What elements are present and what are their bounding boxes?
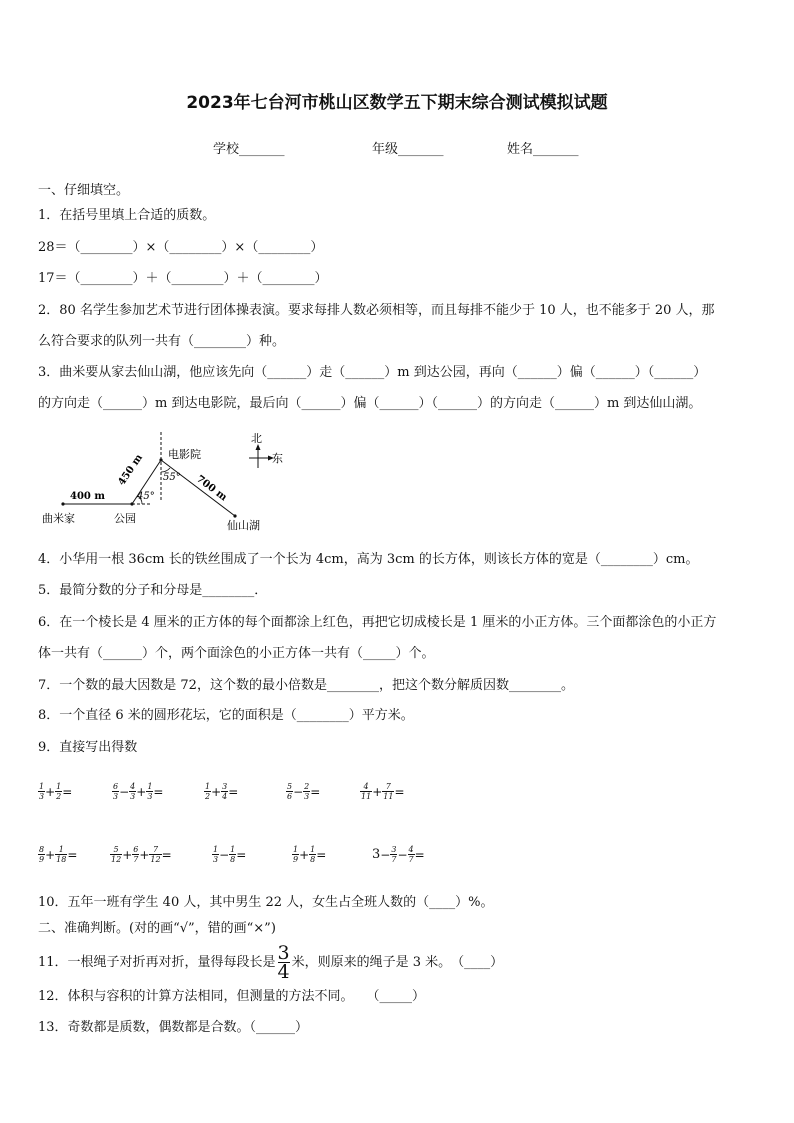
- path-cinema-to-lake: [161, 460, 235, 516]
- question-3-line-1: 3．曲米要从家去仙山湖，他应该先向（______）走（______）m 到达公园，再向（______）偏（______）（______）: [38, 365, 707, 380]
- cinema-point: [159, 458, 162, 461]
- home-label: 曲米家: [42, 512, 75, 525]
- distance-400-label: 400 m: [70, 491, 105, 502]
- question-8: 8．一个直径 6 米的圆形花坛，它的面积是（________）平方米。: [38, 708, 414, 723]
- question-7: 7．一个数的最大因数是 72，这个数的最小倍数是________，把这个数分解质因数________。: [38, 678, 574, 693]
- name-field: 姓名_______: [507, 142, 579, 157]
- home-point: [61, 502, 64, 505]
- section-heading-judgement: 二、准确判断。(对的画“√”，错的画“×”): [38, 921, 276, 936]
- question-10: 10．五年一班有学生 40 人，其中男生 22 人，女生占全班人数的（____）%。: [38, 895, 494, 910]
- lake-point: [233, 514, 236, 517]
- exercise-row1-2: $\frac{6}{3}$ − $\frac{4}{3}$ + $\frac{1}{3}$ =: [113, 782, 164, 801]
- exercise-row1-3: $\frac{1}{2}$ + $\frac{3}{4}$ =: [205, 782, 239, 801]
- question-3-line-2: 的方向走（______）m 到达电影院，最后向（______）偏（______）（______）的方向走（______）m 到达仙山湖。: [38, 396, 702, 411]
- question-12: 12．体积与容积的计算方法相同，但测量的方法不同。 （_____）: [38, 989, 426, 1004]
- park-point: [130, 502, 133, 505]
- exercise-row2-4: $\frac{1}{9}$ + $\frac{1}{8}$ =: [293, 845, 327, 864]
- section-heading-fill-in: 一、仔细填空。: [38, 183, 130, 198]
- page-title: 2023年七台河市桃山区数学五下期末综合测试模拟试题: [186, 93, 608, 113]
- distance-700-label: 700 m: [194, 473, 229, 504]
- grade-field: 年级_______: [372, 142, 444, 157]
- angle-45-label: 45°: [137, 491, 155, 502]
- exercise-row2-2: $\frac{5}{12}$ + $\frac{6}{7}$ + $\frac{7}{12}$ =: [111, 845, 172, 864]
- question-13: 13．奇数都是质数，偶数都是合数。（______）: [38, 1020, 309, 1035]
- question-4: 4．小华用一根 36cm 长的铁丝围成了一个长为 4cm，高为 3cm 的长方体，则该长方体的宽是（________）cm。: [38, 552, 699, 567]
- lake-label: 仙山湖: [227, 519, 260, 532]
- question-6-line-1: 6．在一个棱长是 4 厘米的正方体的每个面都涂上红色，再把它切成棱长是 1 厘米的小正方体。三个面都涂色的小正方: [38, 615, 717, 630]
- park-label: 公园: [114, 512, 136, 525]
- distance-450-label: 450 m: [116, 452, 146, 488]
- compass-east-label: 东: [272, 452, 283, 465]
- question-1-line-17: 17＝（________）＋（________）＋（________）: [38, 271, 328, 286]
- question-6-line-2: 体一共有（______）个，两个面涂色的小正方体一共有（_____）个。: [38, 646, 435, 661]
- question-5: 5．最简分数的分子和分母是________．: [38, 583, 268, 598]
- question-2-line-2: 么符合要求的队列一共有（________）种。: [38, 334, 286, 349]
- angle-55-label: 55°: [163, 472, 181, 483]
- exercise-row2-5: 3− $\frac{3}{7}$ − $\frac{4}{7}$ =: [372, 845, 425, 864]
- exercise-row2-1: $\frac{8}{9}$ + $\frac{1}{18}$ =: [39, 845, 78, 864]
- school-field: 学校_______: [213, 142, 285, 157]
- compass-north-label: 北: [251, 432, 262, 445]
- question-9: 9．直接写出得数: [38, 740, 138, 755]
- exercise-row1-5: $\frac{4}{11}$ + $\frac{7}{11}$ =: [361, 782, 405, 801]
- question-2-line-1: 2．80 名学生参加艺术节进行团体操表演。要求每排人数必须相等，而且每排不能少于 10 人，也不能多于 20 人，那: [38, 303, 715, 318]
- exercise-row1-1: $\frac{1}{3}$ + $\frac{1}{2}$ =: [39, 782, 73, 801]
- question-1-line-28: 28＝（________）×（________）×（________）: [38, 240, 324, 255]
- question-11: 11．一根绳子对折再对折，量得每段长是 $\frac{3}{4}$ 米，则原来的绳子是 3 米。 （____）: [38, 942, 504, 983]
- question-1: 1．在括号里填上合适的质数。: [38, 208, 216, 223]
- direction-map-diagram: [30, 428, 310, 538]
- cinema-label: 电影院: [168, 448, 201, 461]
- exercise-row1-4: $\frac{5}{6}$ − $\frac{2}{3}$ =: [287, 782, 321, 801]
- exercise-row2-3: $\frac{1}{3}$ − $\frac{1}{8}$ =: [213, 845, 247, 864]
